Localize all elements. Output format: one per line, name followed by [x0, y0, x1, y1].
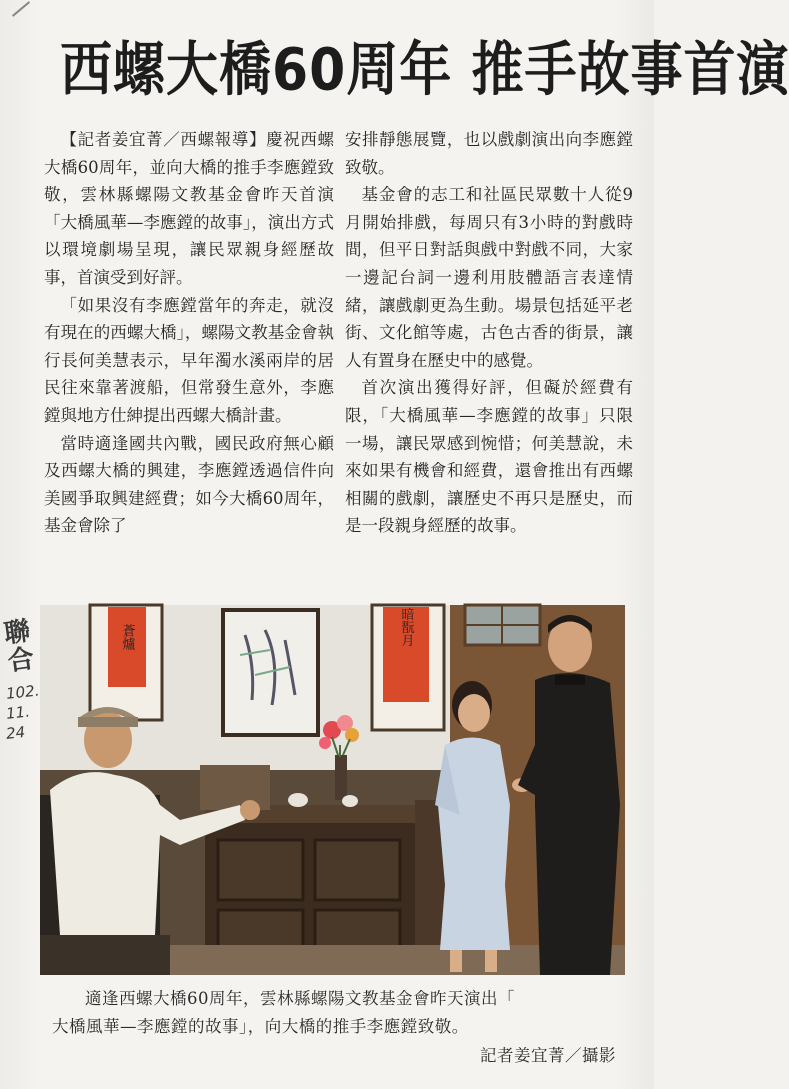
ink-painting: [223, 610, 318, 735]
headline: 西螺大橋60周年 推手故事首演: [60, 36, 789, 104]
news-photo: [40, 605, 625, 975]
paragraph: 基金會的志工和社區民眾數十人從9月開始排戲，每周只有3小時的對戲時間，但平日對話與戲中對戲不同，大家一邊記台詞一邊利用肢體語言表達情緒，讓戲劇更為生動。場景包括延平老街、文化館等處，古色古香的街景，讓人有置身在歷史中的感覺。: [345, 185, 633, 370]
date-month: 11.: [5, 702, 31, 723]
article-column-left: [44, 126, 334, 540]
date-day: 24: [5, 722, 27, 743]
caption-line-1: 適逢西螺大橋60周年，雲林縣螺陽文教基金會昨天演出「: [85, 989, 515, 1008]
basket: [200, 765, 270, 810]
paragraph: 首次演出獲得好評，但礙於經費有限，「大橋風華—李應鏜的故事」只限一場，讓民眾感到惋惜；何美慧說，未來如果有機會和經費，還會推出有西螺相關的戲劇，讓歷史不再只是歷史，而是一段親身經歷的故事。: [345, 378, 633, 536]
photo-credit: 記者姜宜菁／攝影: [480, 1046, 616, 1065]
scroll-right-text: 暗翫月: [398, 607, 414, 647]
caption-line-2: 大橋風華—李應鏜的故事」，向大橋的推手李應鏜致敬。: [52, 1017, 469, 1036]
date-year: 102.: [5, 681, 41, 703]
paragraph: 【記者姜宜菁／西螺報導】慶祝西螺大橋60周年，並向大橋的推手李應鏜致敬，雲林縣螺陽文教基金會昨天首演「大橋風華—李應鏜的故事」，演出方式以環境劇場呈現，讓民眾親身經歷故事，首演受到好評。: [44, 130, 334, 287]
paragraph: 「如果沒有李應鏜當年的奔走，就沒有現在的西螺大橋」，螺陽文教基金會執行長何美慧表示，早年濁水溪兩岸的居民往來靠著渡船，但常發生意外，李應鏜與地方仕紳提出西螺大橋計畫。: [44, 295, 334, 425]
article-column-right: [345, 126, 633, 540]
photo-scene: [40, 605, 625, 975]
newspaper-logo: 聯合: [2, 616, 36, 678]
scratch-mark: [12, 1, 30, 17]
photo-caption: [52, 985, 627, 1041]
scroll-left-text: 蒼爐: [119, 624, 135, 650]
handwritten-dateline: [2, 616, 42, 808]
paragraph: 當時適逢國共內戰，國民政府無心顧及西螺大橋的興建，李應鏜透過信件向美國爭取興建經費；如今大橋60周年，基金會除了: [44, 433, 334, 536]
paragraph: 安排靜態展覽，也以戲劇演出向李應鏜致敬。: [345, 130, 633, 177]
vase: [335, 755, 347, 800]
